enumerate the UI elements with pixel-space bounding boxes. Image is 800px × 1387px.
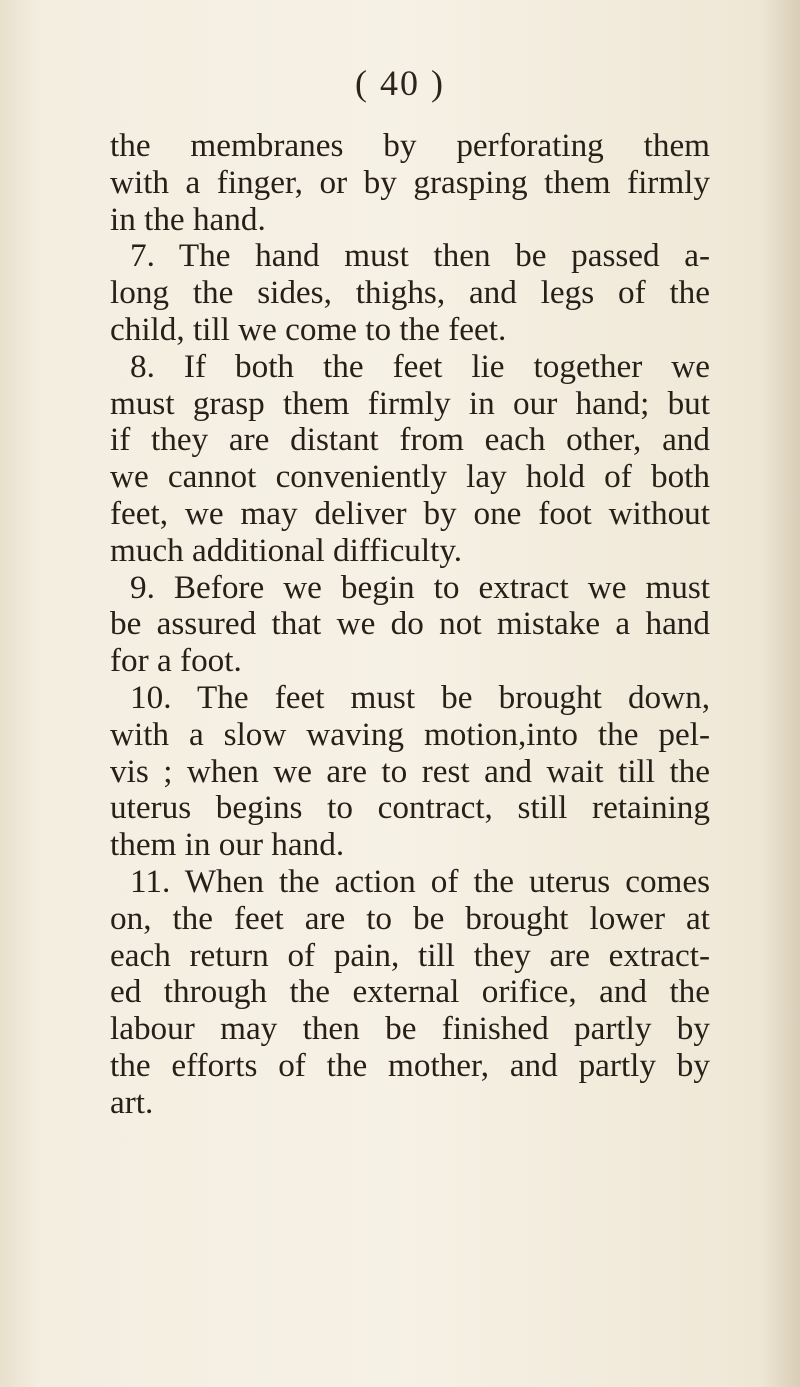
text-line: the membranes by perforating them (110, 127, 710, 164)
text-line: on, the feet are to be brought lower at (110, 899, 710, 937)
text-line: in the hand. (110, 200, 266, 238)
text-line: much additional difficulty. (110, 531, 463, 569)
text-line: child, till we come to the feet. (110, 310, 507, 348)
text-line: 9. Before we begin to extract we must (130, 568, 710, 606)
text-line: 8. If both the feet lie together we (130, 347, 710, 385)
page-number: ( 40 ) (355, 63, 445, 103)
text-line: 11. When the action of the uterus comes (130, 862, 710, 900)
text-line: ed through the external orifice, and the (110, 973, 710, 1011)
text-line: if they are distant from each other, and (110, 421, 710, 459)
text-line: 10. The feet must be brought down, (130, 678, 710, 716)
text-line: for a foot. (110, 642, 242, 680)
text-line: long the sides, thighs, and legs of the (110, 274, 710, 312)
text-line: with a finger, or by grasping them firmly (110, 163, 710, 201)
text-line: 7. The hand must then be passed a- (130, 237, 710, 275)
page-edge-shadow (760, 0, 800, 1387)
text-line: we cannot conveniently lay hold of both (110, 458, 710, 496)
text-line: vis ; when we are to rest and wait till the (110, 752, 710, 790)
text-line: uterus begins to contract, still retaining (110, 789, 710, 827)
text-line: with a slow waving motion,into the pel- (110, 715, 710, 753)
text-line: labour may then be finished partly by (110, 1010, 710, 1048)
text-line: the efforts of the mother, and partly by (110, 1046, 710, 1084)
text-line: must grasp them firmly in our hand; but (110, 384, 710, 422)
text-line: art. (110, 1083, 154, 1121)
body-text (110, 128, 710, 1122)
text-line: feet, we may deliver by one foot without (110, 494, 710, 532)
text-line: them in our hand. (110, 826, 345, 864)
text-line: be assured that we do not mistake a hand (110, 605, 710, 643)
text-line: each return of pain, till they are extract- (110, 936, 710, 974)
